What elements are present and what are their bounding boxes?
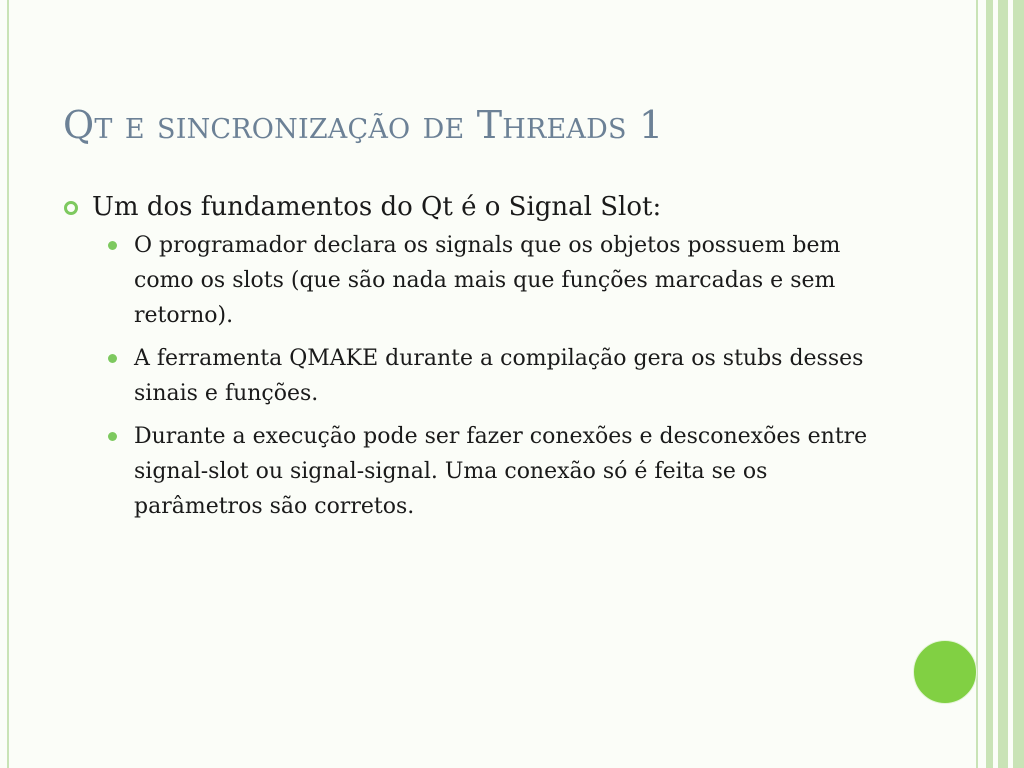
right-frame-line-3: [998, 0, 1008, 768]
right-frame-line-1: [976, 0, 978, 768]
main-bullet-text: Um dos fundamentos do Qt é o Signal Slot:: [92, 192, 662, 222]
right-frame-line-2: [986, 0, 993, 768]
slide-title: Qt e sincronização de Threads 1: [63, 103, 664, 147]
green-circle-decoration: [913, 640, 977, 704]
main-bullet: [64, 188, 884, 226]
slide-content: [64, 188, 884, 532]
right-frame-line-4: [1013, 0, 1024, 768]
filled-dot-bullet-icon: [108, 241, 117, 250]
sub-bullet-list: [64, 228, 884, 524]
sub-bullet-item: [64, 419, 884, 524]
filled-dot-bullet-icon: [108, 354, 117, 363]
left-frame-line: [7, 0, 9, 768]
sub-bullet-item: [64, 341, 884, 411]
sub-bullet-text: A ferramenta QMAKE durante a compilação gera os stubs desses sinais e funções.: [134, 346, 864, 406]
sub-bullet-item: [64, 228, 884, 333]
filled-dot-bullet-icon: [108, 432, 117, 441]
sub-bullet-text: O programador declara os signals que os objetos possuem bem como os slots (que são nada mais que funções marcadas e sem retorno).: [134, 233, 841, 328]
hollow-circle-bullet-icon: [64, 201, 78, 215]
sub-bullet-text: Durante a execução pode ser fazer conexões e desconexões entre signal-slot ou signal-signal. Uma conexão só é feita se os parâmetros são corretos.: [134, 424, 868, 519]
